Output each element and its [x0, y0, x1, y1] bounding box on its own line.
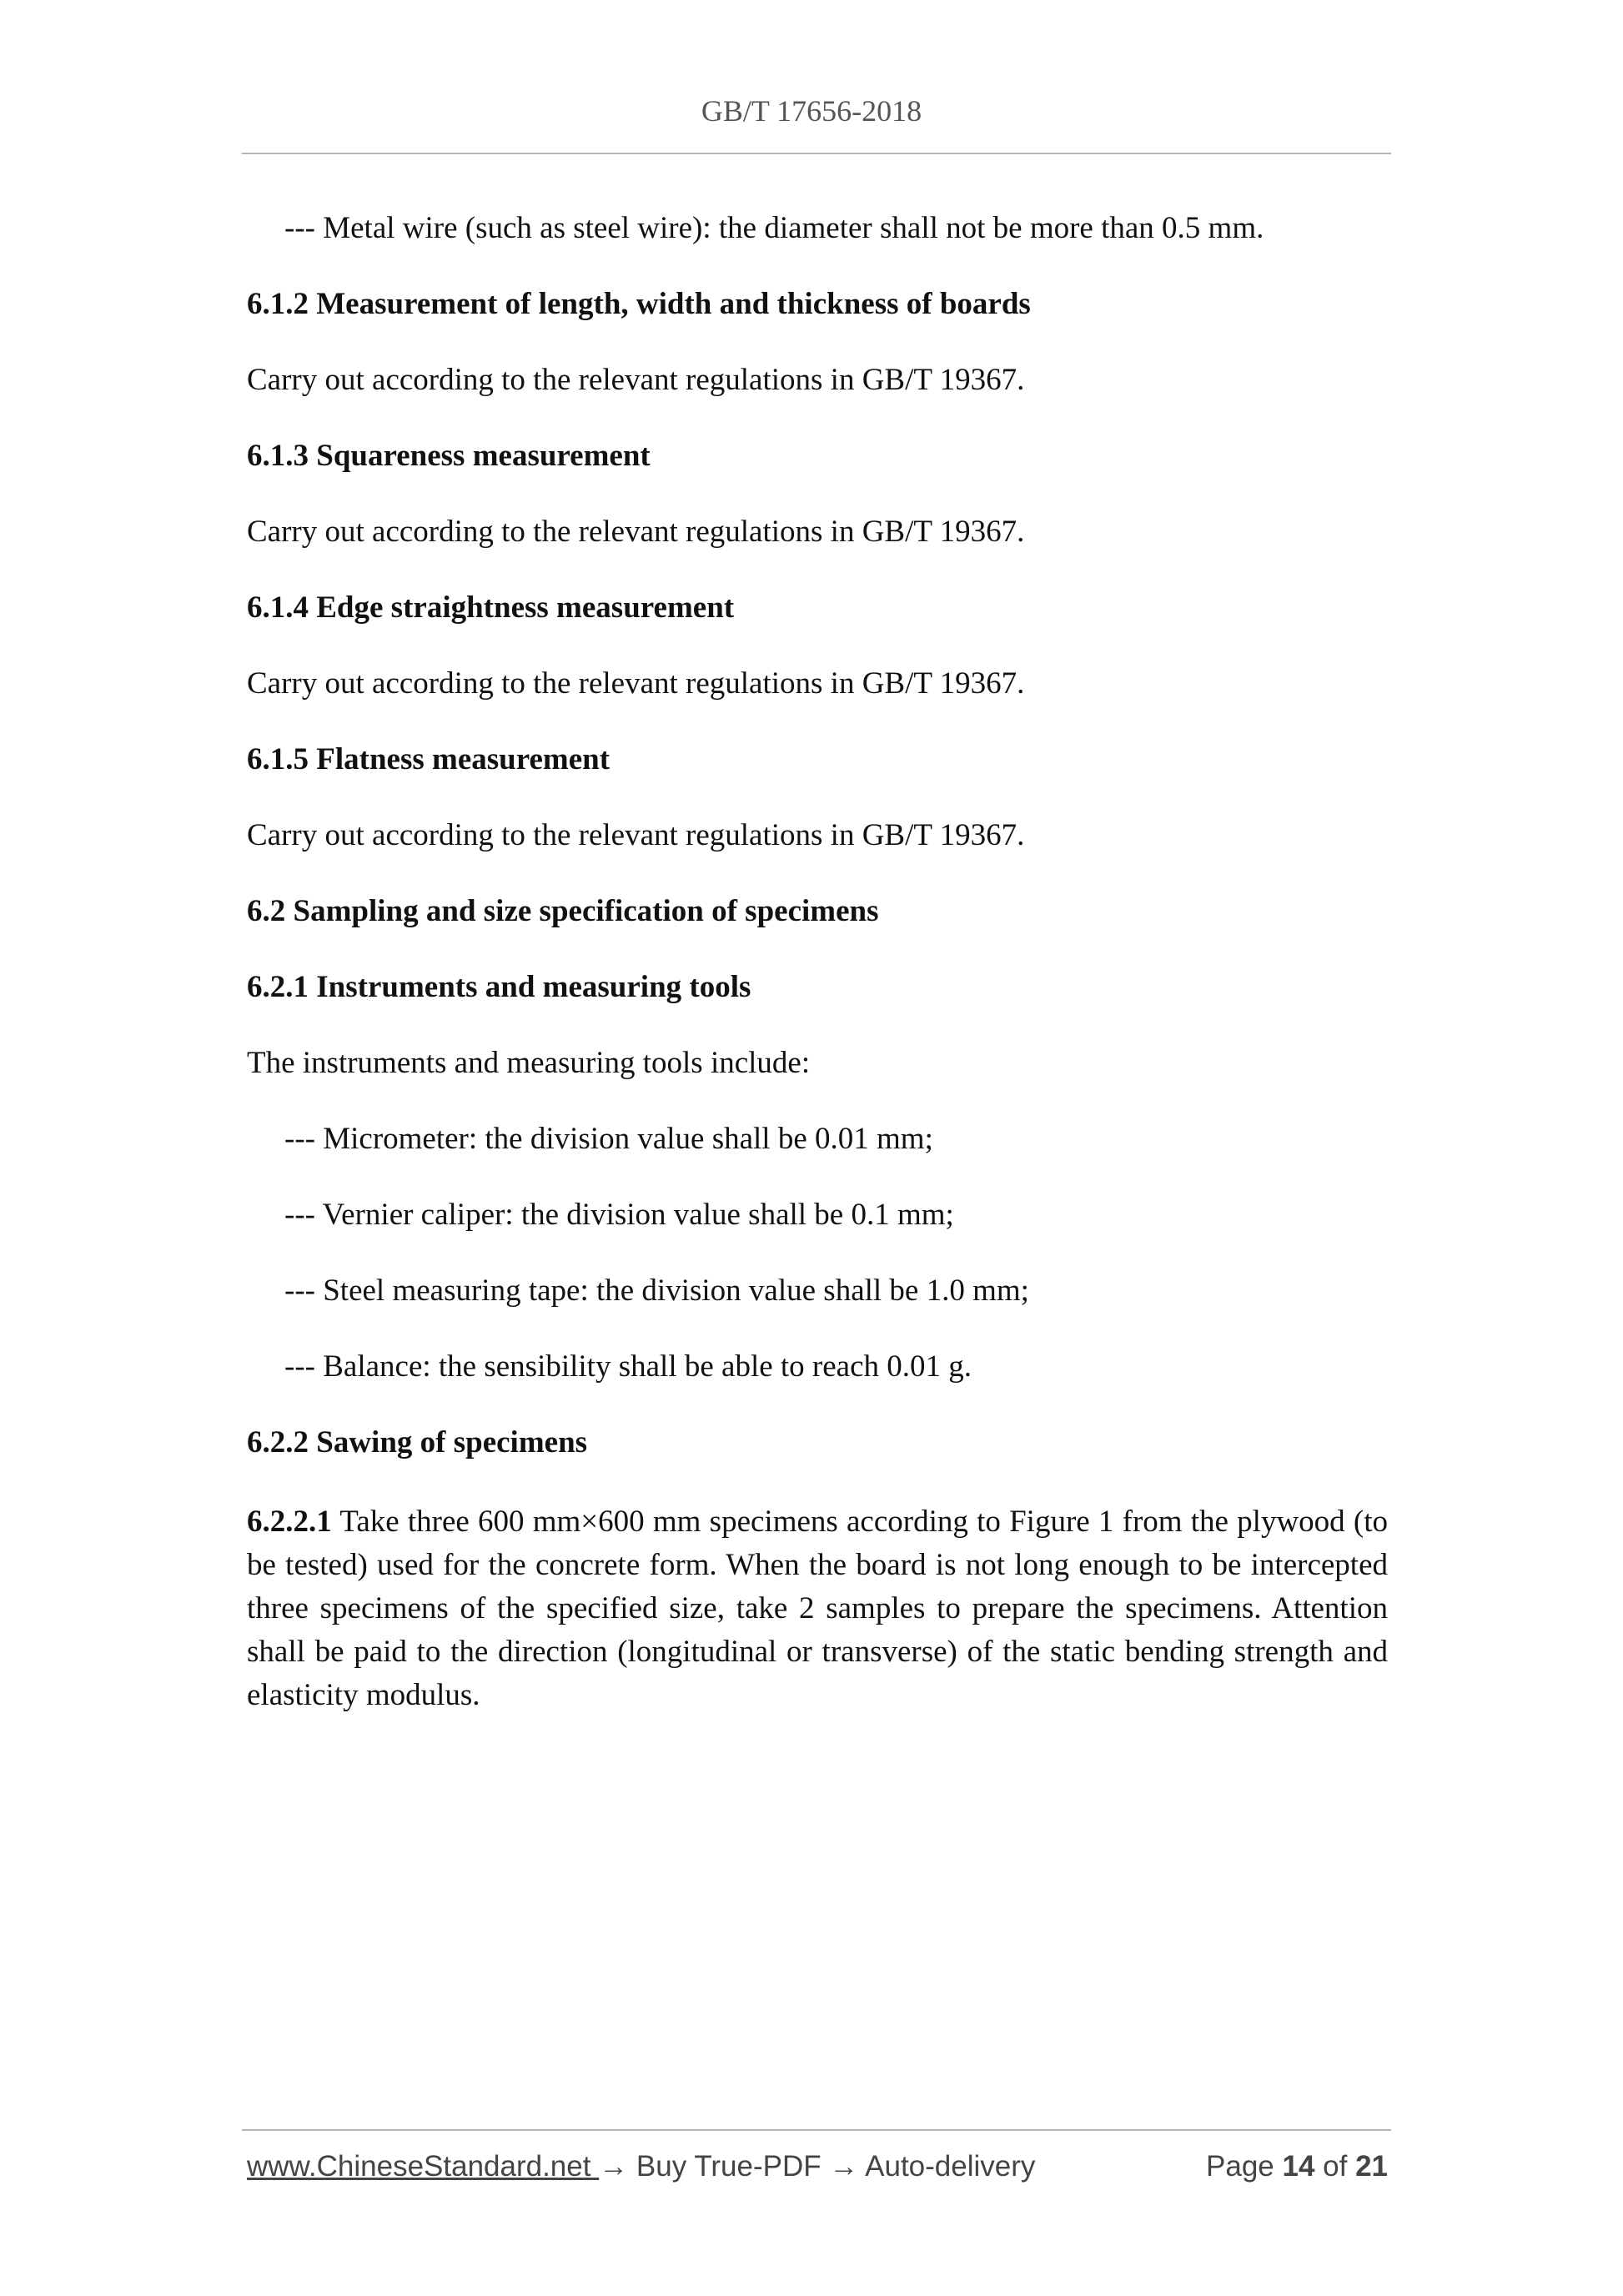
list-item-vernier-caliper: --- Vernier caliper: the division value shall be 0.1 mm; — [284, 1198, 954, 1232]
arrow-right-icon: → — [829, 2150, 859, 2183]
page-number — [1206, 2150, 1388, 2183]
page-footer — [247, 2150, 1388, 2200]
current-page: 14 — [1282, 2150, 1315, 2183]
list-item-metal-wire: --- Metal wire (such as steel wire): the diameter shall not be more than 0.5 mm. — [284, 211, 1264, 245]
heading-6-2-1: 6.2.1 Instruments and measuring tools — [247, 970, 751, 1004]
paragraph-6-1-4: Carry out according to the relevant regulations in GB/T 19367. — [247, 666, 1025, 701]
header-divider — [242, 153, 1391, 154]
arrow-right-icon: → — [599, 2150, 629, 2183]
clause-label-6-2-2-1: 6.2.2.1 — [247, 1505, 332, 1539]
total-pages: 21 — [1355, 2150, 1388, 2183]
document-body — [247, 200, 1388, 1717]
delivery-text: Auto-delivery — [858, 2150, 1036, 2183]
list-item-micrometer: --- Micrometer: the division value shall be 0.01 mm; — [284, 1122, 933, 1156]
list-item-balance: --- Balance: the sensibility shall be able to reach 0.01 g. — [284, 1349, 972, 1384]
footer-divider — [242, 2129, 1391, 2131]
list-item-steel-tape: --- Steel measuring tape: the division value shall be 1.0 mm; — [284, 1274, 1029, 1308]
heading-6-2-2: 6.2.2 Sawing of specimens — [247, 1425, 588, 1459]
site-link[interactable]: www.ChineseStandard.net — [247, 2150, 600, 2183]
paragraph-6-1-3: Carry out according to the relevant regulations in GB/T 19367. — [247, 515, 1025, 549]
heading-6-2: 6.2 Sampling and size specification of specimens — [247, 894, 879, 928]
clause-text-6-2-2-1: Take three 600 mm×600 mm specimens according to Figure 1 from the plywood (to be tested) used for the concrete form. When the board is not long enough to be intercepted three specimens of the specified size, take 2 samples to prepare the specimens. Attention shall be paid to the direction (longitudinal or transverse) of the static bending strength and elasticity modulus. — [247, 1505, 1388, 1712]
paragraph-6-2-2-1 — [247, 1500, 1388, 1717]
footer-promo — [247, 2150, 1035, 2183]
paragraph-6-1-2: Carry out according to the relevant regulations in GB/T 19367. — [247, 363, 1025, 397]
heading-6-1-3: 6.1.3 Squareness measurement — [247, 439, 651, 473]
heading-6-1-5: 6.1.5 Flatness measurement — [247, 742, 611, 776]
heading-6-1-4: 6.1.4 Edge straightness measurement — [247, 590, 735, 625]
of-label: of — [1314, 2150, 1356, 2183]
document-header-title: GB/T 17656-2018 — [701, 94, 922, 128]
paragraph-6-1-5: Carry out according to the relevant regulations in GB/T 19367. — [247, 818, 1025, 852]
buy-text: Buy True-PDF — [628, 2150, 830, 2183]
page-label: Page — [1206, 2150, 1283, 2183]
paragraph-6-2-1: The instruments and measuring tools include: — [247, 1046, 811, 1080]
heading-6-1-2: 6.1.2 Measurement of length, width and thickness of boards — [247, 287, 1031, 321]
